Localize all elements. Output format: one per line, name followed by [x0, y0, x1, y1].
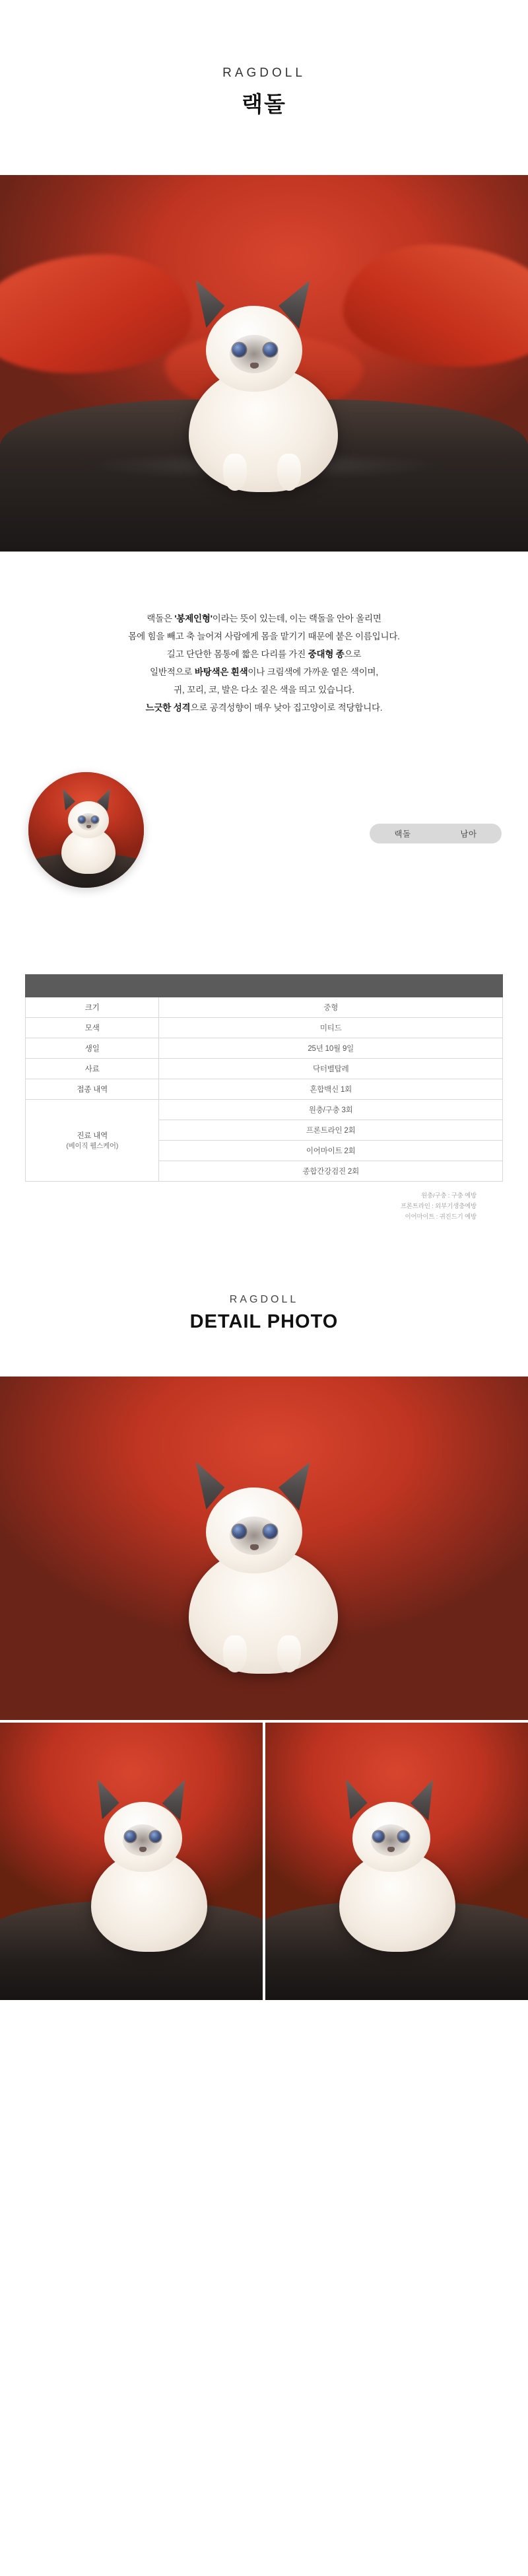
table-footnote [25, 1182, 503, 1223]
table-header-right [159, 975, 503, 997]
row-value: 25년 10월 9일 [159, 1038, 503, 1059]
table-row [26, 997, 503, 1018]
detail-photo-large [0, 1377, 528, 1720]
breed-description [0, 552, 528, 772]
care-value: 종합간강검진 2회 [159, 1161, 503, 1182]
care-value: 이어마이트 2회 [159, 1141, 503, 1161]
kitten-nose [250, 363, 259, 369]
desc-1a: 랙돌은 [147, 614, 175, 624]
table-row-care [26, 1100, 503, 1120]
desc-6a: 느긋한 성격 [145, 703, 191, 713]
kitten-eye-left [232, 343, 246, 357]
desc-1c: 이라는 뜻이 있는데, 이는 랙돌을 안아 올리면 [212, 614, 381, 624]
profile-avatar [28, 772, 144, 888]
table-header-left [26, 975, 159, 997]
desc-4a: 일반적으로 [150, 667, 195, 677]
desc-4c: 이나 크림색에 가까운 옅은 색이며, [248, 667, 378, 677]
desc-line-1 [26, 610, 502, 627]
kitten-eye-right [263, 343, 277, 357]
header-kor-title: 랙돌 [242, 92, 286, 116]
row-label: 사료 [26, 1059, 159, 1079]
detail-photo-right [265, 1723, 528, 2000]
detail-main-title: DETAIL PHOTO [189, 1311, 339, 1333]
header-eng-title: RAGDOLL [222, 66, 306, 80]
detail-photo-left [0, 1723, 263, 2000]
desc-line-4 [26, 663, 502, 681]
spec-table [25, 974, 503, 1182]
row-label: 생일 [26, 1038, 159, 1059]
footnote-line-3: 이어마이트 : 귀진드기 예방 [405, 1213, 477, 1221]
desc-line-3 [26, 645, 502, 663]
detail-photo-row [0, 1723, 528, 2000]
footnote-line-1: 원충/구충 : 구충 예방 [420, 1192, 477, 1199]
page-header [0, 0, 528, 175]
avatar-kitten-illustration [52, 787, 123, 873]
detail-left-kitten-illustration [73, 1775, 224, 1954]
care-label-cell [26, 1100, 159, 1182]
avatar-kitten-eye-right [92, 816, 98, 823]
desc-3c: 으로 [344, 649, 362, 659]
desc-3b: 중대형 종 [308, 649, 345, 659]
detail-photo-heading [0, 1223, 528, 1377]
row-value: 중형 [159, 997, 503, 1018]
table-row [26, 1059, 503, 1079]
care-label-line2: (베이직 웰스케어) [66, 1142, 119, 1150]
row-value: 미티드 [159, 1018, 503, 1038]
footnote-line-2: 프론트라인 : 외부기생충예방 [400, 1203, 477, 1211]
care-label-line1: 진료 내역 [77, 1132, 108, 1140]
table-row [26, 1018, 503, 1038]
desc-3a: 길고 단단한 몸통에 짧은 다리를 가진 [166, 649, 308, 659]
detail-kitten-illustration [165, 1456, 363, 1674]
row-label: 접종 내역 [26, 1079, 159, 1100]
desc-line-2: 몸에 힘을 빼고 축 늘어져 사람에게 몸을 맡기기 때문에 붙은 이름입니다. [128, 631, 400, 641]
desc-line-6 [26, 699, 502, 717]
pet-breed-label: 랙돌 [394, 830, 411, 839]
kitten-illustration [165, 274, 363, 492]
row-value: 닥터벨탑레 [159, 1059, 503, 1079]
spec-table-section [0, 917, 528, 1223]
table-row [26, 1079, 503, 1100]
desc-line-5: 귀, 꼬리, 코, 발은 다소 짙은 색을 띄고 있습니다. [174, 685, 354, 695]
desc-6b: 으로 공격성향이 매우 낮아 집고양이로 적당합니다. [190, 703, 383, 713]
care-value: 프론트라인 2회 [159, 1120, 503, 1141]
detail-right-kitten-illustration [321, 1775, 473, 1954]
row-label: 크기 [26, 997, 159, 1018]
table-header-row [26, 975, 503, 997]
kitten-leg-right [277, 454, 301, 491]
desc-4b: 바탕색은 흰색 [194, 667, 248, 677]
avatar-kitten-nose [86, 825, 91, 828]
pet-name-bar [370, 824, 502, 843]
hero-photo [0, 175, 528, 552]
detail-eng-title: RAGDOLL [229, 1294, 299, 1306]
desc-1b: '봉제인형' [174, 614, 213, 624]
pet-gender-label: 남아 [460, 830, 477, 839]
row-value: 혼합백신 1회 [159, 1079, 503, 1100]
care-value: 원충/구충 3회 [159, 1100, 503, 1120]
profile-section [0, 772, 528, 917]
avatar-kitten-eye-left [79, 816, 85, 823]
row-label: 모색 [26, 1018, 159, 1038]
table-row [26, 1038, 503, 1059]
kitten-leg-left [223, 454, 247, 491]
